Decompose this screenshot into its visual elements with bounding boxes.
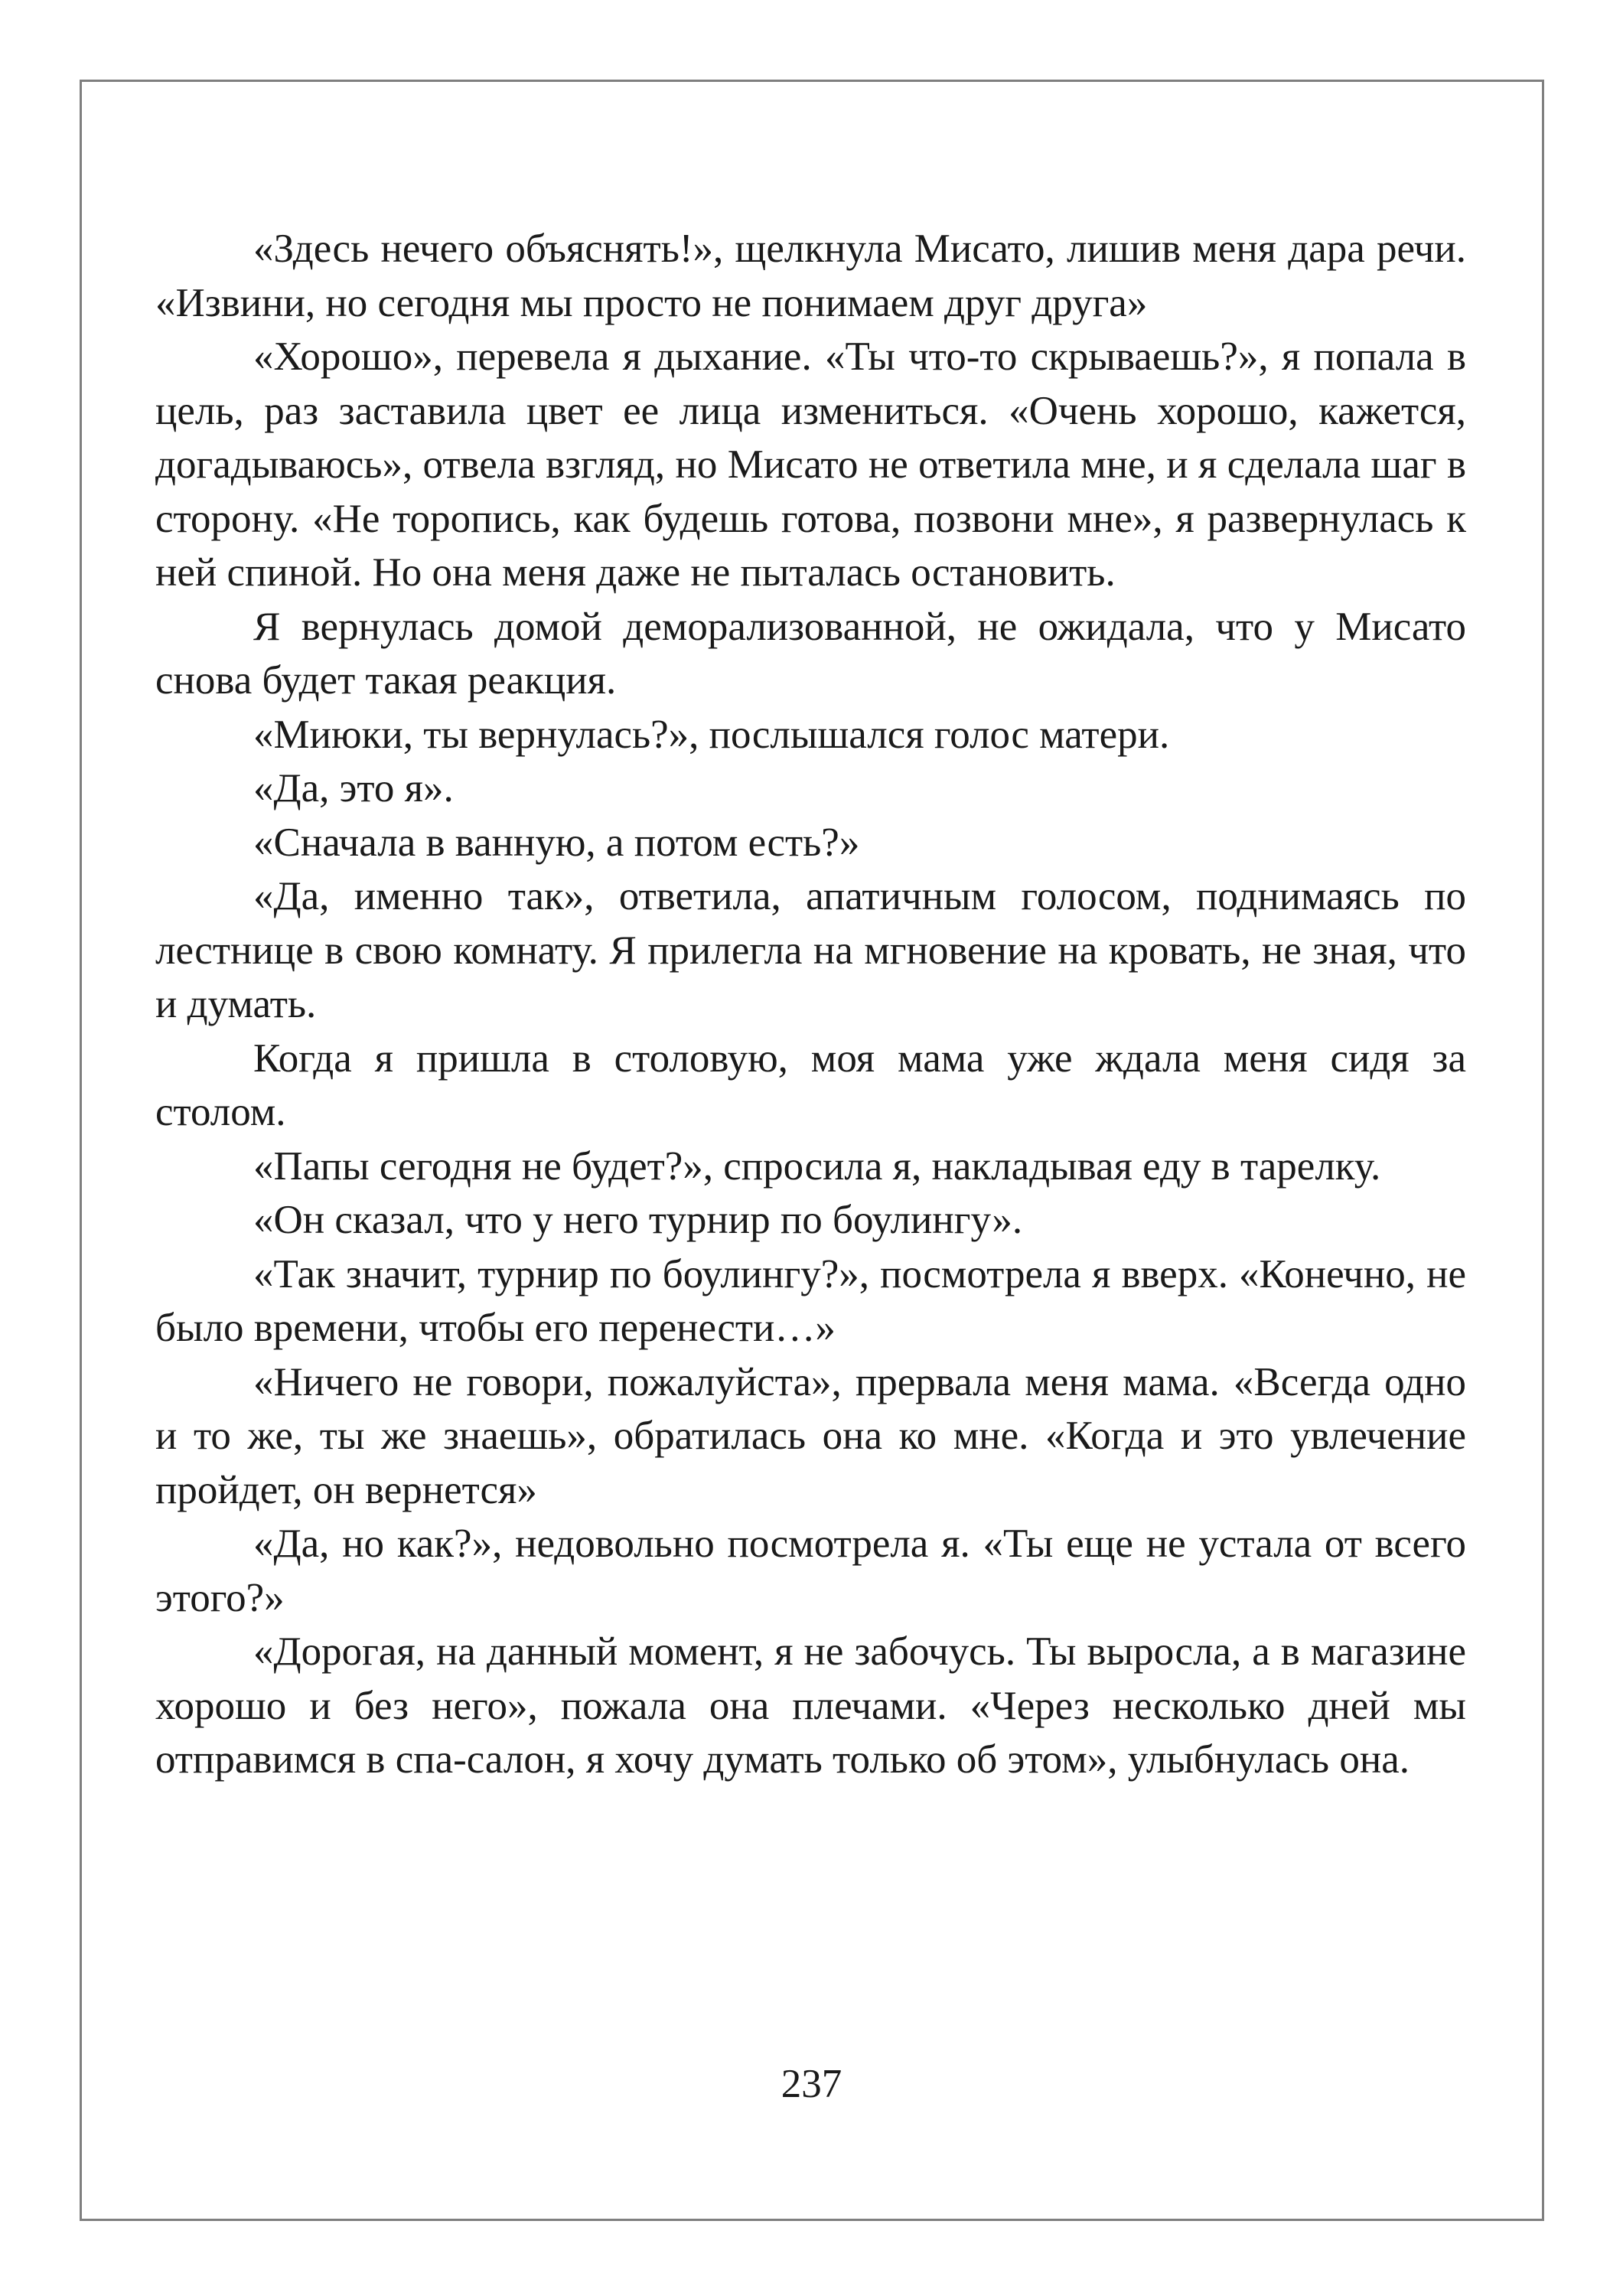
paragraph: «Так значит, турнир по боулингу?», посмотрела я вверх. «Конечно, не было времени, чтобы его перенести…»	[155, 1251, 1466, 1350]
paragraph: «Сначала в ванную, а потом есть?»	[253, 820, 860, 865]
paragraph: «Он сказал, что у него турнир по боулингу».	[253, 1198, 1023, 1242]
paragraph: «Ничего не говори, пожалуйста», прервала меня мама. «Всегда одно и то же, ты же знаешь», обратилась она ко мне. «Когда и это увлечение пройдет, он вернется»	[155, 1359, 1466, 1512]
paragraph: «Да, именно так», ответила, апатичным голосом, поднимаясь по лестнице в свою комнату. Я прилегла на мгновение на кровать, не зная, что и думать.	[155, 874, 1466, 1026]
paragraph: Когда я пришла в столовую, моя мама уже ждала меня сидя за столом.	[155, 1035, 1466, 1134]
paragraph: «Да, но как?», недовольно посмотрела я. «Ты еще не устала от всего этого?»	[155, 1521, 1466, 1620]
paragraph: «Папы сегодня не будет?», спросила я, накладывая еду в тарелку.	[253, 1143, 1381, 1189]
paragraph: «Миюки, ты вернулась?», послышался голос матери.	[253, 712, 1170, 757]
paragraph: Я вернулась домой деморализованной, не ожидала, что у Мисато снова будет такая реакция.	[155, 604, 1466, 703]
body-text	[155, 222, 1466, 1787]
paragraph: «Здесь нечего объяснять!», щелкнула Мисато, лишив меня дара речи. «Извини, но сегодня мы просто не понимаем друг друга»	[155, 227, 1466, 325]
paragraph: «Дорогая, на данный момент, я не забочусь. Ты выросла, а в магазине хорошо и без него», пожала она плечами. «Через несколько дней мы отправимся в спа-салон, я хочу думать только об этом», улыбнулась она.	[155, 1629, 1466, 1782]
page-number: 237	[781, 2062, 842, 2106]
paragraph: «Да, это я».	[253, 766, 454, 810]
paragraph: «Хорошо», перевела я дыхание. «Ты что-то скрываешь?», я попала в цель, раз заставила цвет ее лица измениться. «Очень хорошо, кажется, догадываюсь», отвела взгляд, но Мисато не ответила мне, и я сделала шаг в сторону. «Не торопись, как будешь готова, позвони мне», я развернулась к ней спиной. Но она меня даже не пыталась остановить.	[155, 334, 1466, 595]
